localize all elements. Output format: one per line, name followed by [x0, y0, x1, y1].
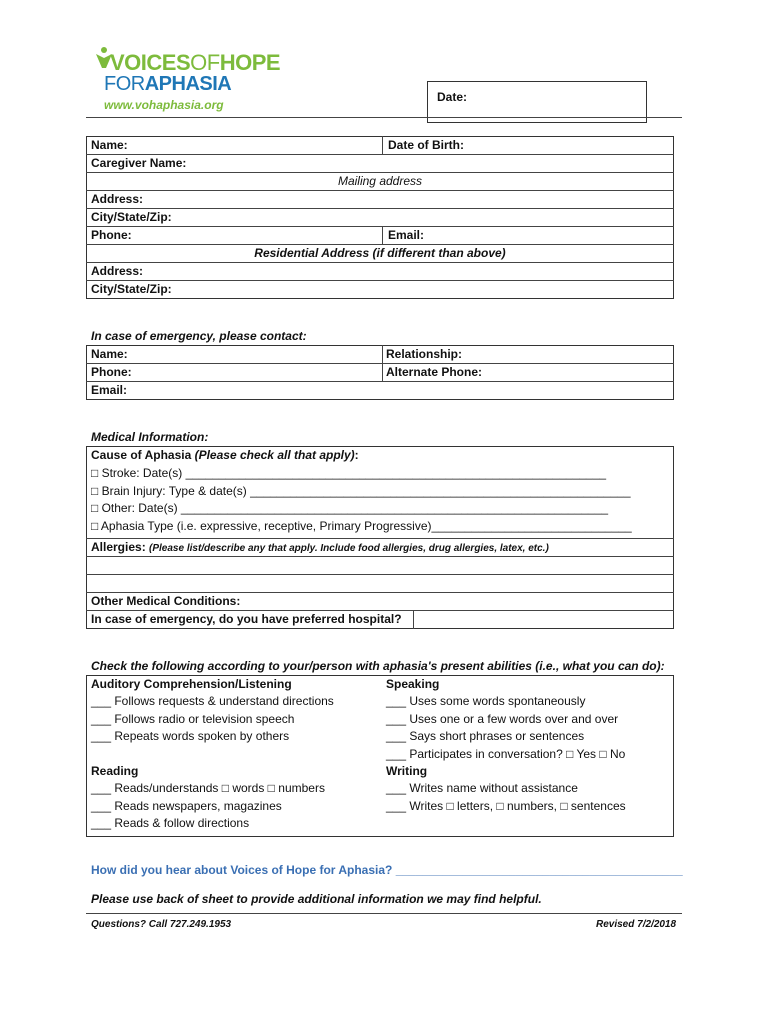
allergies-label: Allergies: [91, 540, 146, 554]
alt-phone-field[interactable]: Alternate Phone: [386, 365, 483, 379]
cause-note: (Please check all that apply) [194, 448, 355, 462]
speaking-item[interactable]: ___ Uses one or a few words over and over [386, 712, 619, 726]
speaking-item[interactable]: ___ Says short phrases or sentences [386, 729, 585, 743]
allergies-line-3[interactable] [87, 575, 673, 592]
res-city-field[interactable]: City/State/Zip: [91, 282, 172, 296]
reading-title: Reading [91, 764, 139, 778]
allergies-note: (Please list/describe any that apply. Include food allergies, drug allergies, latex, etc.) [149, 543, 549, 554]
logo-of: OF [190, 50, 220, 75]
hear-about-field[interactable]: How did you hear about Voices of Hope for Aphasia? ___________________________________________ [91, 863, 683, 877]
auditory-item[interactable]: ___ Repeats words spoken by others [91, 729, 290, 743]
writing-title: Writing [386, 764, 428, 778]
auditory-item[interactable]: ___ Follows radio or television speech [91, 712, 295, 726]
residential-header: Residential Address (if different than above) [254, 246, 506, 260]
allergies-line-2[interactable] [87, 557, 673, 574]
brain-injury-checkbox[interactable]: □ Brain Injury: Type & date(s) _________________________________________________________ [91, 484, 631, 498]
logo-url: www.vohaphasia.org [104, 98, 224, 112]
stroke-checkbox[interactable]: □ Stroke: Date(s) _______________________________________________________________ [91, 466, 607, 480]
cause-label: Cause of Aphasia [91, 448, 192, 462]
name-field[interactable]: Name: [91, 138, 128, 152]
cause-colon: : [354, 448, 359, 462]
speaking-item[interactable]: ___ Uses some words spontaneously [386, 694, 586, 708]
email-field[interactable]: Email: [388, 228, 425, 242]
questions-call: Questions? Call 727.249.1953 [91, 919, 232, 930]
res-address-field[interactable]: Address: [91, 264, 144, 278]
cause-of-aphasia [91, 447, 359, 464]
other-conditions-field[interactable]: Other Medical Conditions: [91, 594, 241, 608]
speaking-title: Speaking [386, 677, 440, 691]
logo-voices: VOICES [110, 50, 191, 75]
address-field[interactable]: Address: [91, 192, 144, 206]
emergency-email-field[interactable]: Email: [91, 383, 128, 397]
back-note: Please use back of sheet to provide additional information we may find helpful. [91, 892, 542, 906]
emergency-table [86, 345, 674, 400]
auditory-title: Auditory Comprehension/Listening [91, 677, 292, 691]
reading-item[interactable]: ___ Reads newspapers, magazines [91, 799, 282, 813]
other-checkbox[interactable]: □ Other: Date(s) ________________________________________________________________ [91, 501, 609, 515]
emergency-name-field[interactable]: Name: [91, 347, 128, 361]
abilities-heading: Check the following according to your/person with aphasia's present abilities (i.e., what you can do): [91, 659, 665, 673]
city-field[interactable]: City/State/Zip: [91, 210, 172, 224]
logo-for: FOR [104, 73, 145, 95]
revised-date: Revised 7/2/2018 [596, 919, 677, 930]
hospital-field[interactable] [414, 611, 673, 628]
emergency-phone-field[interactable]: Phone: [91, 365, 132, 379]
reading-item[interactable]: ___ Reads/understands □ words □ numbers [91, 781, 325, 795]
auditory-item[interactable]: ___ Follows requests & understand directions [91, 694, 334, 708]
relationship-field[interactable]: Relationship: [386, 347, 463, 361]
medical-heading: Medical Information: [91, 430, 209, 444]
emergency-heading: In case of emergency, please contact: [91, 329, 307, 343]
mailing-header: Mailing address [337, 174, 423, 188]
reading-item[interactable]: ___ Reads & follow directions [91, 816, 250, 830]
header-rule [86, 117, 682, 118]
dob-field[interactable]: Date of Birth: [388, 138, 464, 152]
date-label: Date: [437, 90, 468, 104]
phone-field[interactable]: Phone: [91, 228, 132, 242]
logo-aphasia: APHASIA [144, 73, 232, 95]
allergies-row[interactable] [91, 539, 549, 557]
caregiver-field[interactable]: Caregiver Name: [91, 156, 187, 170]
logo-hope: HOPE [219, 50, 281, 75]
aphasia-type-checkbox[interactable]: □ Aphasia Type (i.e. expressive, receptive, Primary Progressive)______________________________ [91, 519, 632, 533]
speaking-item[interactable]: ___ Participates in conversation? □ Yes □ No [386, 747, 626, 761]
logo [90, 46, 281, 116]
writing-item[interactable]: ___ Writes □ letters, □ numbers, □ sentences [386, 799, 626, 813]
hospital-question: In case of emergency, do you have preferred hospital? [91, 612, 402, 626]
writing-item[interactable]: ___ Writes name without assistance [386, 781, 578, 795]
